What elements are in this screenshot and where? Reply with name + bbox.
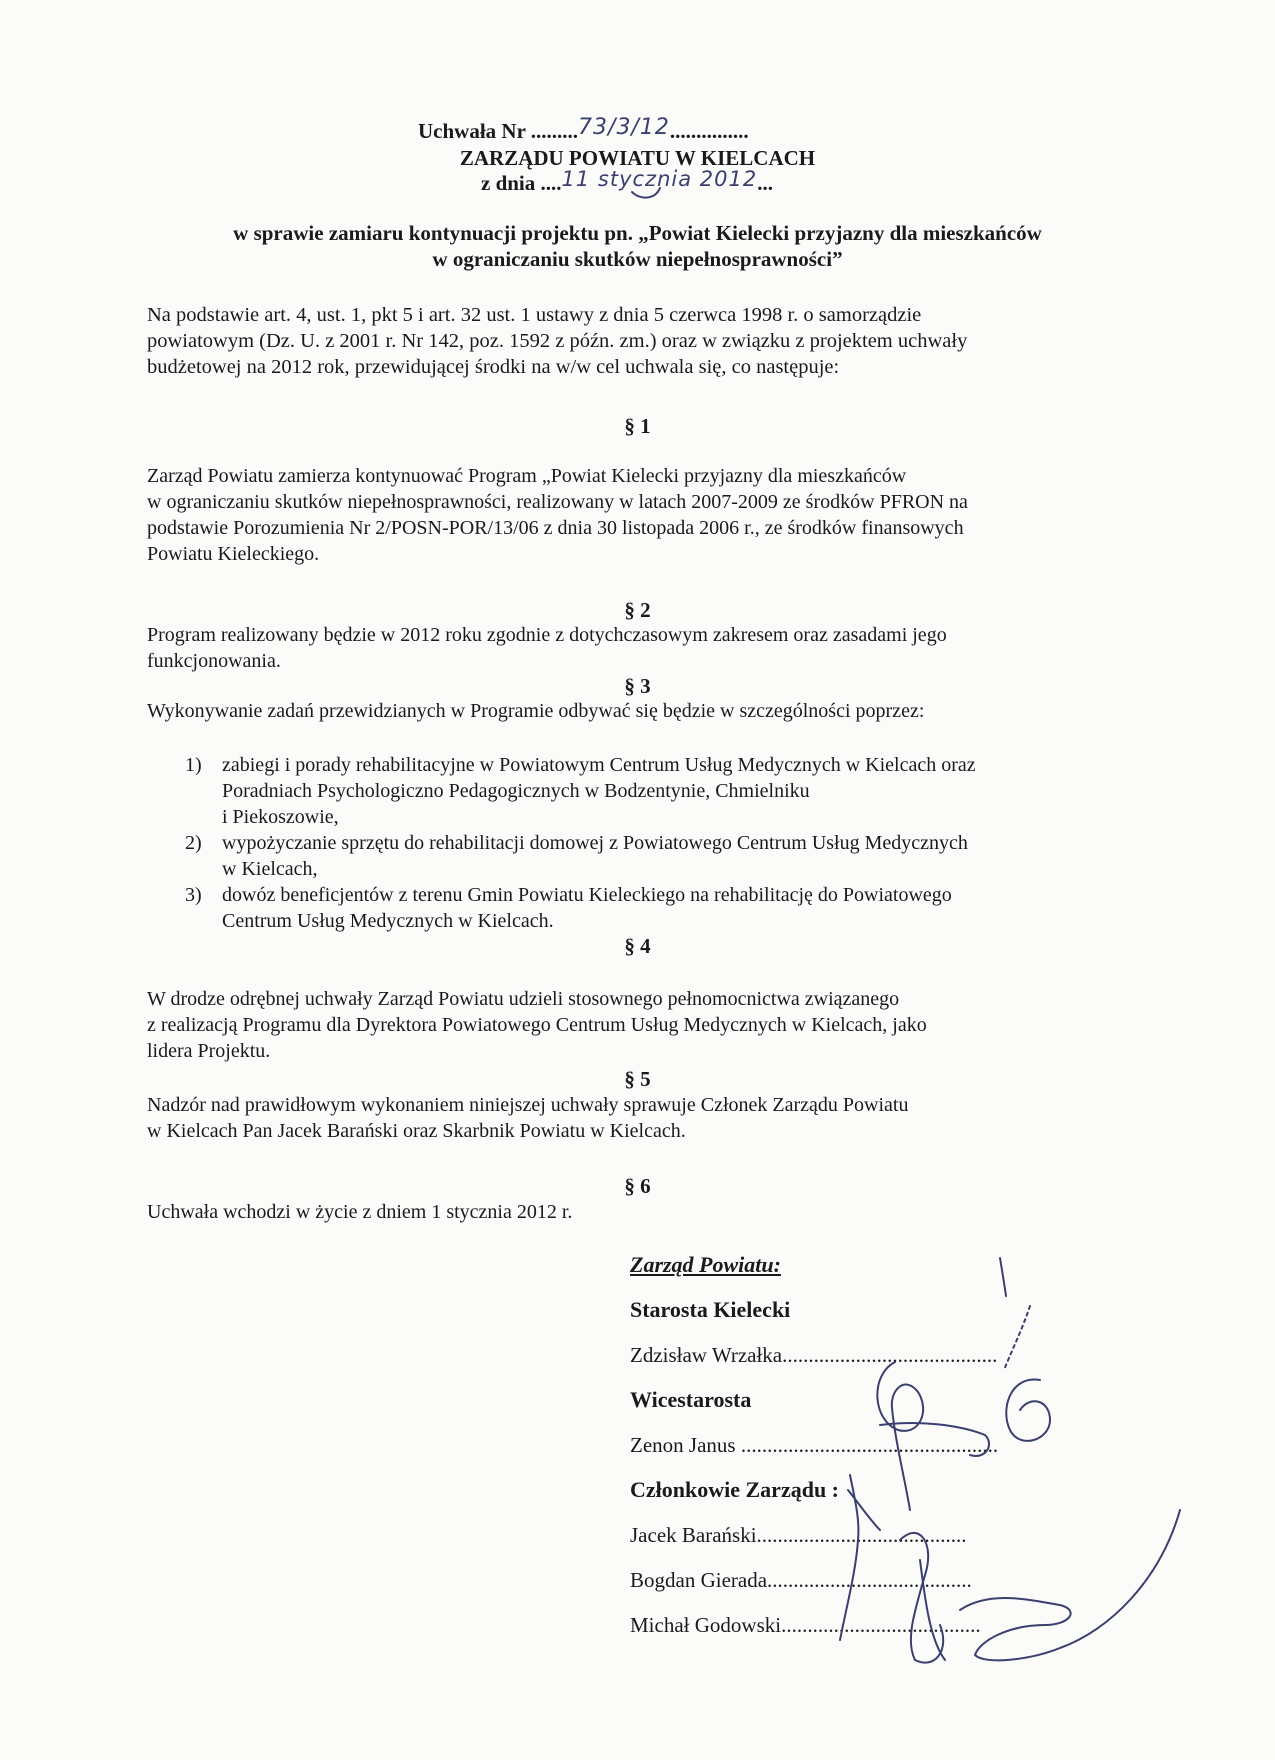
preamble-line: powiatowym (Dz. U. z 2001 r. Nr 142, poz. 1592 z późn. zm.) oraz w związku z projektem uchwały (147, 330, 968, 352)
section-4-line: z realizacją Programu dla Dyrektora Powiatowego Centrum Usług Medycznych w Kielcach, jako (147, 1014, 927, 1036)
wicestarosta-signature-line: Zenon Janus ................................................. (630, 1433, 999, 1457)
resolution-number-line: Uchwała Nr .........73/3/12............... (418, 115, 749, 143)
resolution-number-handwritten: 73/3/12 (578, 115, 670, 140)
section-1-line: w ograniczaniu skutków niepełnosprawności, realizowany w latach 2007-2009 ze środków PFRON na (147, 491, 968, 513)
section-symbol-3: § 3 (624, 674, 651, 698)
section-2-line: Program realizowany będzie w 2012 roku zgodnie z dotychczasowym zakresem oraz zasadami jego (147, 624, 947, 646)
member-name: Michał Godowski (630, 1613, 782, 1637)
list-item-number: 2) (185, 832, 202, 854)
section-5-line: w Kielcach Pan Jacek Barański oraz Skarbnik Powiatu w Kielcach. (147, 1120, 686, 1142)
member-signature-line: Jacek Barański........................................ (630, 1523, 967, 1547)
list-item-line: i Piekoszowie, (222, 806, 339, 828)
section-3-line: Wykonywanie zadań przewidzianych w Programie odbywać się będzie w szczególności poprzez: (147, 700, 925, 722)
starosta-signature-line: Zdzisław Wrzałka......................................... (630, 1343, 998, 1367)
section-4-line: W drodze odrębnej uchwały Zarząd Powiatu udzieli stosownego pełnomocnictwa związanego (147, 988, 900, 1010)
section-1-line: Powiatu Kieleckiego. (147, 543, 320, 565)
members-title: Członkowie Zarządu : (630, 1477, 839, 1502)
list-item-line: w Kielcach, (222, 858, 318, 880)
list-item-line: Poradniach Psychologiczno Pedagogicznych w Bodzentynie, Chmielniku (222, 780, 810, 802)
wicestarosta-title: Wicestarosta (630, 1387, 752, 1412)
preamble-line: Na podstawie art. 4, ust. 1, pkt 5 i art. 32 ust. 1 ustawy z dnia 5 czerwca 1998 r. o samorządzie (147, 304, 922, 326)
subject-line-2: w ograniczaniu skutków niepełnosprawności” (432, 247, 843, 271)
list-item-line: Centrum Usług Medycznych w Kielcach. (222, 910, 554, 932)
resolution-date-line: z dnia ....11 stycznia 2012... (481, 167, 773, 195)
section-symbol-5: § 5 (624, 1067, 651, 1091)
date-handwritten: 11 stycznia 2012 (561, 167, 758, 191)
board-name: ZARZĄDU POWIATU W KIELCACH (459, 146, 816, 170)
section-4-line: lidera Projektu. (147, 1040, 271, 1062)
member-name: Bogdan Gierada (630, 1568, 768, 1592)
member-signature-line: Bogdan Gierada....................................... (630, 1568, 972, 1592)
starosta-title: Starosta Kielecki (630, 1297, 791, 1322)
section-symbol-4: § 4 (624, 934, 651, 958)
section-1-line: podstawie Porozumienia Nr 2/POSN-POR/13/06 z dnia 30 listopada 2006 r., ze środków finansowych (147, 517, 964, 539)
resolution-label: Uchwała Nr (418, 119, 526, 143)
list-item-number: 3) (185, 884, 202, 906)
list-item-line: zabiegi i porady rehabilitacyjne w Powiatowym Centrum Usług Medycznych w Kielcach oraz (222, 754, 976, 776)
member-signature-line: Michał Godowski...................................... (630, 1613, 981, 1637)
subject-line-1: w sprawie zamiaru kontynuacji projektu pn. „Powiat Kielecki przyjazny dla mieszkańców (233, 221, 1042, 245)
list-item-line: dowóz beneficjentów z terenu Gmin Powiatu Kieleckiego na rehabilitację do Powiatowego (222, 884, 952, 906)
section-6-line: Uchwała wchodzi w życie z dniem 1 stycznia 2012 r. (147, 1201, 573, 1223)
list-item-line: wypożyczanie sprzętu do rehabilitacji domowej z Powiatowego Centrum Usług Medycznych (222, 832, 968, 854)
starosta-name: Zdzisław Wrzałka (630, 1343, 783, 1367)
date-label: z dnia (481, 171, 536, 195)
section-symbol-2: § 2 (624, 598, 651, 622)
section-symbol-6: § 6 (624, 1174, 651, 1198)
section-5-line: Nadzór nad prawidłowym wykonaniem niniejszej uchwały sprawuje Członek Zarządu Powiatu (147, 1094, 909, 1116)
board-signatures-title: Zarząd Powiatu: (630, 1252, 781, 1277)
list-item-number: 1) (185, 754, 202, 776)
wicestarosta-name: Zenon Janus (630, 1433, 736, 1457)
preamble-line: budżetowej na 2012 rok, przewidującej środki na w/w cel uchwala się, co następuje: (147, 356, 840, 378)
member-name: Jacek Barański (630, 1523, 757, 1547)
section-1-line: Zarząd Powiatu zamierza kontynuować Program „Powiat Kielecki przyjazny dla mieszkańców (147, 465, 907, 487)
section-2-line: funkcjonowania. (147, 650, 281, 672)
section-symbol-1: § 1 (624, 414, 651, 438)
